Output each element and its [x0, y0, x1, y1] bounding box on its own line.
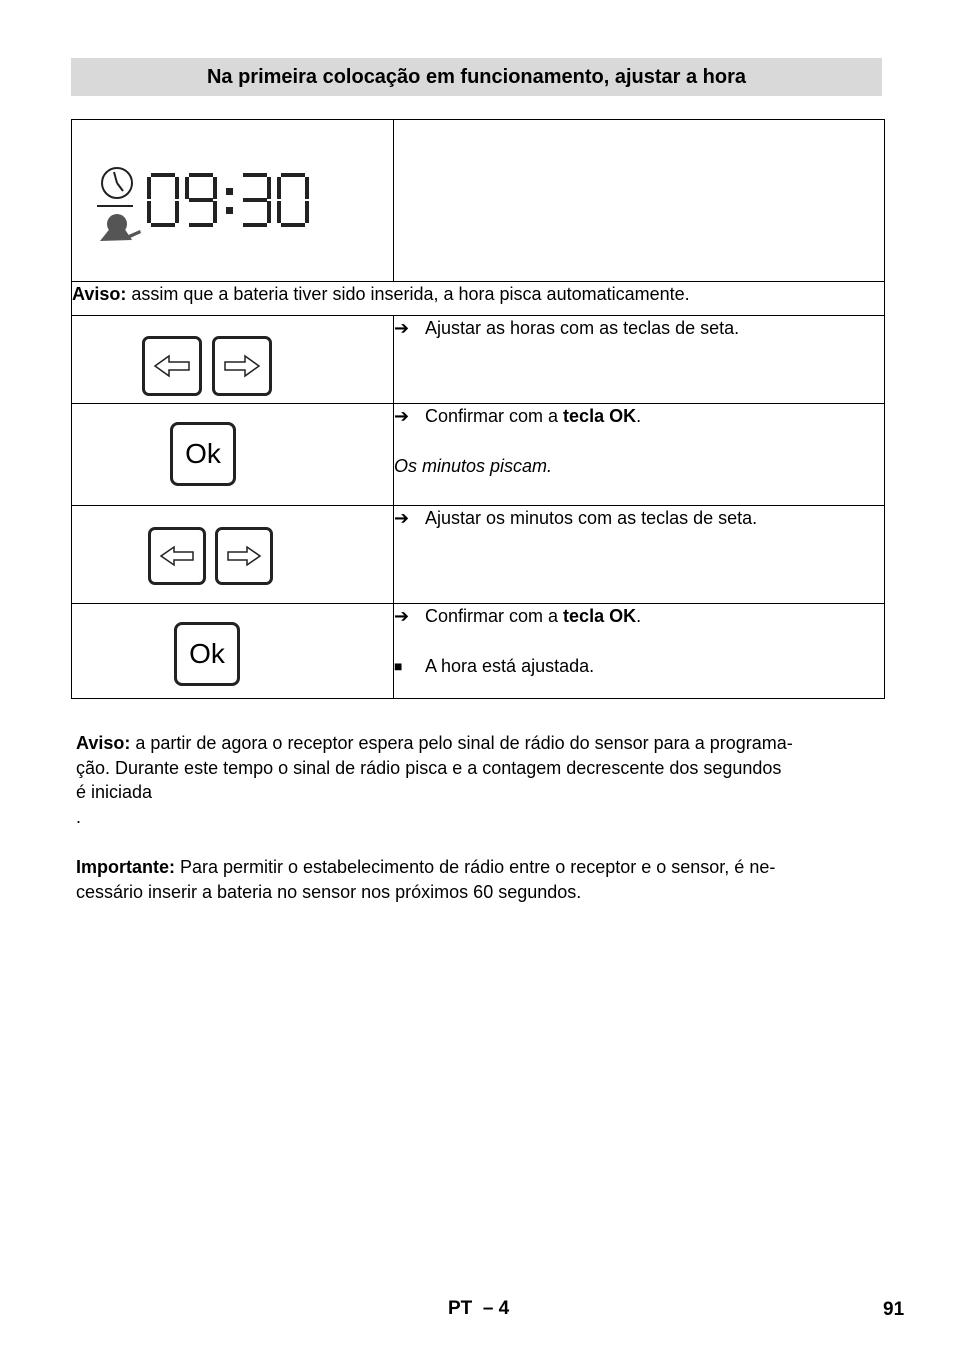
step-instruction: Ajustar as horas com as teclas de seta.	[425, 318, 740, 338]
display-segment	[243, 198, 267, 202]
display-segment	[277, 177, 281, 199]
display-segment	[151, 173, 175, 177]
page-number: 91	[883, 1299, 905, 1320]
arrow-left-icon	[161, 547, 193, 565]
ok-key	[174, 622, 240, 686]
display-segment	[305, 201, 309, 223]
ok-key-label: Ok	[185, 438, 221, 469]
notice-text: assim que a bateria tiver sido inserida, a hora pisca automaticamente.	[126, 284, 690, 304]
display-segment	[305, 177, 309, 199]
step-key-name: tecla OK	[563, 606, 637, 626]
display-cell	[72, 120, 394, 282]
arrow-bullet-icon: ➔	[394, 606, 410, 626]
radio-notice	[76, 731, 888, 829]
notice-label: Aviso:	[72, 284, 127, 304]
display-segment	[243, 223, 267, 227]
arrow-bullet-icon: ➔	[394, 406, 410, 426]
section-heading	[71, 58, 882, 96]
battery-notice	[72, 282, 885, 316]
radio-notice-line: a partir de agora o receptor espera pelo sinal de rádio do sensor para a programa-	[130, 733, 793, 753]
arrow-bullet-icon: ➔	[394, 318, 410, 338]
arrow-keys-cell	[72, 316, 394, 404]
separator-line	[97, 205, 133, 207]
display-segment	[185, 177, 189, 199]
clock-icon	[97, 163, 137, 203]
step-note: Os minutos piscam.	[394, 456, 553, 476]
display-text-cell	[394, 120, 885, 282]
display-segment	[147, 201, 151, 223]
arrow-bullet-icon: ➔	[394, 508, 410, 528]
arrow-keys-cell	[72, 506, 394, 604]
display-segment	[175, 177, 179, 199]
watering-can-icon	[96, 208, 144, 248]
step-1-text	[394, 316, 885, 404]
step-punctuation: .	[636, 406, 642, 426]
display-segment	[281, 173, 305, 177]
important-label: Importante:	[76, 857, 175, 877]
step-instruction: Ajustar os minutos com as teclas de seta.	[425, 508, 758, 528]
time-display	[145, 173, 315, 233]
display-segment	[213, 201, 217, 223]
step-2-text	[394, 404, 885, 506]
arrow-right-key	[212, 336, 272, 396]
ok-key-cell	[72, 604, 394, 699]
step-punctuation: .	[636, 606, 642, 626]
radio-notice-line: é iniciada	[76, 782, 153, 802]
arrow-right-key	[215, 527, 273, 585]
ok-key-cell	[72, 404, 394, 506]
arrow-right-icon	[225, 356, 259, 376]
step-instruction: Confirmar com a	[425, 406, 564, 426]
important-notice	[76, 855, 888, 904]
display-segment	[147, 177, 151, 199]
arrow-left-icon	[155, 356, 189, 376]
display-segment	[267, 177, 271, 199]
square-bullet-icon: ■	[394, 658, 403, 674]
display-colon	[226, 207, 233, 214]
display-segment	[189, 223, 213, 227]
display-segment	[189, 173, 213, 177]
ok-key-label: Ok	[189, 638, 225, 669]
important-line: cessário inserir a bateria no sensor nos próximos 60 segundos.	[76, 881, 582, 902]
display-segment	[281, 223, 305, 227]
radio-notice-line: ção. Durante este tempo o sinal de rádio pisca e a contagem decrescente dos segundos	[76, 757, 782, 778]
step-instruction: Confirmar com a	[425, 606, 564, 626]
ok-key	[170, 422, 236, 486]
important-line: Para permitir o estabelecimento de rádio entre o receptor e o sensor, é ne-	[175, 857, 776, 877]
footer-section: PT – 4	[448, 1298, 510, 1319]
step-3-text	[394, 506, 885, 604]
display-segment	[267, 201, 271, 223]
radio-notice-line: .	[76, 806, 82, 827]
setup-steps-table	[71, 119, 885, 699]
step-4-text	[394, 604, 885, 699]
arrow-left-key	[148, 527, 206, 585]
heading-text: Na primeira colocação em funcionamento, ajustar a hora	[206, 65, 747, 88]
display-segment	[277, 201, 281, 223]
step-result: A hora está ajustada.	[425, 656, 595, 676]
display-segment	[243, 173, 267, 177]
display-segment	[213, 177, 217, 199]
arrow-right-icon	[228, 547, 260, 565]
step-key-name: tecla OK	[563, 406, 637, 426]
radio-notice-label: Aviso:	[76, 733, 131, 753]
display-segment	[175, 201, 179, 223]
display-colon	[226, 188, 233, 195]
display-segment	[151, 223, 175, 227]
arrow-left-key	[142, 336, 202, 396]
display-segment	[189, 198, 213, 202]
